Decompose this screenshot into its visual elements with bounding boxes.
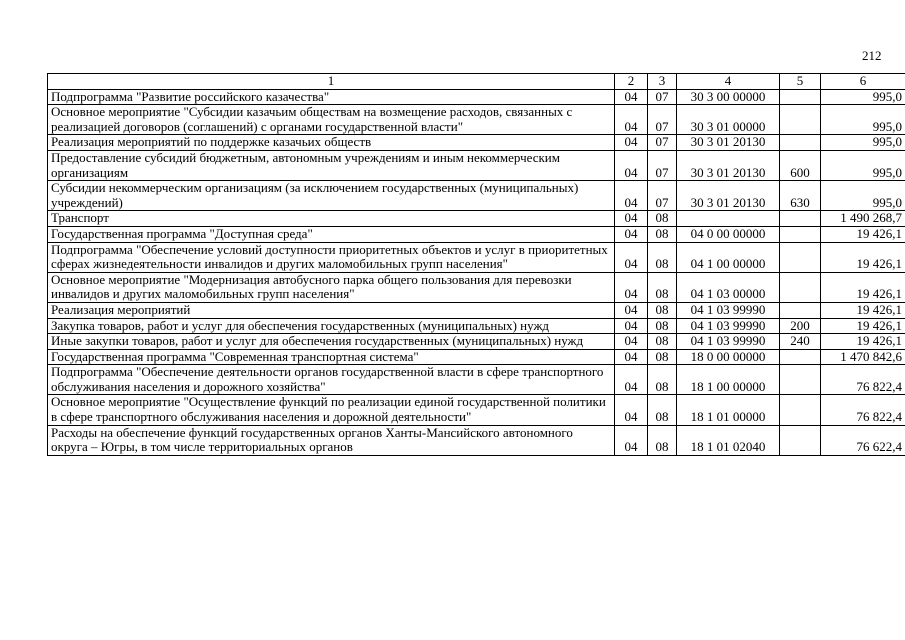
- row-name-cell: Подпрограмма "Обеспечение деятельности органов государственной власти в сфере транспортного обслуживания населения и дорожного хозяйства": [48, 365, 615, 395]
- row-name-cell: Государственная программа "Современная транспортная система": [48, 349, 615, 365]
- amount-cell: 76 822,4: [821, 365, 905, 395]
- row-name-cell: Транспорт: [48, 211, 615, 227]
- amount-cell: 995,0: [821, 181, 905, 211]
- page-number: 212: [862, 48, 882, 63]
- expense-type-cell: 600: [780, 150, 821, 180]
- table-row: [48, 242, 905, 272]
- section-code-cell: 04: [615, 242, 648, 272]
- section-code-cell: 04: [615, 272, 648, 302]
- amount-cell: 19 426,1: [821, 272, 905, 302]
- expense-type-cell: [780, 272, 821, 302]
- target-article-cell: 04 1 00 00000: [677, 242, 780, 272]
- expense-type-cell: [780, 135, 821, 151]
- row-name-cell: Закупка товаров, работ и услуг для обеспечения государственных (муниципальных) нужд: [48, 318, 615, 334]
- row-name-cell: Субсидии некоммерческим организациям (за исключением государственных (муниципальных) учреждений): [48, 181, 615, 211]
- expense-type-cell: 200: [780, 318, 821, 334]
- target-article-cell: 04 1 03 99990: [677, 334, 780, 350]
- target-article-cell: 04 1 03 99990: [677, 302, 780, 318]
- target-article-cell: [677, 211, 780, 227]
- row-name-cell: Предоставление субсидий бюджетным, автономным учреждениям и иным некоммерческим организациям: [48, 150, 615, 180]
- amount-cell: 19 426,1: [821, 242, 905, 272]
- table-row: [48, 211, 905, 227]
- section-code-cell: 04: [615, 425, 648, 455]
- section-code-cell: 04: [615, 395, 648, 425]
- section-code-cell: 04: [615, 181, 648, 211]
- column-header-1: 1: [48, 74, 615, 90]
- section-code-cell: 04: [615, 105, 648, 135]
- target-article-cell: 30 3 01 20130: [677, 135, 780, 151]
- row-name-cell: Подпрограмма "Развитие российского казачества": [48, 89, 615, 105]
- target-article-cell: 30 3 01 20130: [677, 150, 780, 180]
- table-header-row: [48, 74, 905, 90]
- subsection-code-cell: 08: [648, 334, 677, 350]
- expense-type-cell: [780, 242, 821, 272]
- table-row: [48, 318, 905, 334]
- expense-type-cell: [780, 211, 821, 227]
- expense-type-cell: [780, 226, 821, 242]
- subsection-code-cell: 08: [648, 425, 677, 455]
- row-name-cell: Реализация мероприятий: [48, 302, 615, 318]
- subsection-code-cell: 08: [648, 349, 677, 365]
- table-row: [48, 425, 905, 455]
- table-row: [48, 89, 905, 105]
- table-row: [48, 395, 905, 425]
- expense-type-cell: [780, 89, 821, 105]
- section-code-cell: 04: [615, 334, 648, 350]
- subsection-code-cell: 08: [648, 242, 677, 272]
- expense-type-cell: 240: [780, 334, 821, 350]
- subsection-code-cell: 08: [648, 272, 677, 302]
- row-name-cell: Основное мероприятие "Субсидии казачьим обществам на возмещение расходов, связанных с реализацией договоров (соглашений) с органами государственной власти": [48, 105, 615, 135]
- target-article-cell: 30 3 00 00000: [677, 89, 780, 105]
- row-name-cell: Расходы на обеспечение функций государственных органов Ханты-Мансийского автономного округа – Югры, в том числе территориальных органов: [48, 425, 615, 455]
- table-row: [48, 272, 905, 302]
- section-code-cell: 04: [615, 135, 648, 151]
- amount-cell: 995,0: [821, 135, 905, 151]
- row-name-cell: Государственная программа "Доступная среда": [48, 226, 615, 242]
- row-name-cell: Реализация мероприятий по поддержке казачьих обществ: [48, 135, 615, 151]
- subsection-code-cell: 08: [648, 211, 677, 227]
- column-header-2: 2: [615, 74, 648, 90]
- amount-cell: 76 822,4: [821, 395, 905, 425]
- section-code-cell: 04: [615, 302, 648, 318]
- subsection-code-cell: 08: [648, 318, 677, 334]
- section-code-cell: 04: [615, 150, 648, 180]
- amount-cell: 19 426,1: [821, 302, 905, 318]
- table-row: [48, 349, 905, 365]
- target-article-cell: 04 0 00 00000: [677, 226, 780, 242]
- amount-cell: 1 490 268,7: [821, 211, 905, 227]
- target-article-cell: 30 3 01 20130: [677, 181, 780, 211]
- amount-cell: 1 470 842,6: [821, 349, 905, 365]
- target-article-cell: 30 3 01 00000: [677, 105, 780, 135]
- table-row: [48, 105, 905, 135]
- table-row: [48, 302, 905, 318]
- expense-type-cell: [780, 425, 821, 455]
- table-row: [48, 226, 905, 242]
- expense-type-cell: 630: [780, 181, 821, 211]
- subsection-code-cell: 07: [648, 150, 677, 180]
- expense-type-cell: [780, 302, 821, 318]
- amount-cell: 995,0: [821, 89, 905, 105]
- amount-cell: 19 426,1: [821, 318, 905, 334]
- amount-cell: 995,0: [821, 150, 905, 180]
- row-name-cell: Основное мероприятие "Осуществление функций по реализации единой государственной политики в сфере транспортного обслуживания населения и дорожной деятельности": [48, 395, 615, 425]
- column-header-4: 4: [677, 74, 780, 90]
- row-name-cell: Основное мероприятие "Модернизация автобусного парка общего пользования для перевозки инвалидов и других маломобильных групп населения": [48, 272, 615, 302]
- subsection-code-cell: 08: [648, 226, 677, 242]
- section-code-cell: 04: [615, 349, 648, 365]
- target-article-cell: 18 1 01 02040: [677, 425, 780, 455]
- subsection-code-cell: 08: [648, 395, 677, 425]
- subsection-code-cell: 08: [648, 365, 677, 395]
- row-name-cell: Подпрограмма "Обеспечение условий доступности приоритетных объектов и услуг в приоритетных сферах жизнедеятельности инвалидов и других маломобильных групп населения": [48, 242, 615, 272]
- section-code-cell: 04: [615, 318, 648, 334]
- table-row: [48, 181, 905, 211]
- amount-cell: 19 426,1: [821, 334, 905, 350]
- row-name-cell: Иные закупки товаров, работ и услуг для обеспечения государственных (муниципальных) нужд: [48, 334, 615, 350]
- target-article-cell: 04 1 03 00000: [677, 272, 780, 302]
- target-article-cell: 04 1 03 99990: [677, 318, 780, 334]
- subsection-code-cell: 07: [648, 181, 677, 211]
- table-row: [48, 334, 905, 350]
- budget-table: [47, 73, 905, 456]
- expense-type-cell: [780, 349, 821, 365]
- amount-cell: 76 622,4: [821, 425, 905, 455]
- target-article-cell: 18 0 00 00000: [677, 349, 780, 365]
- subsection-code-cell: 07: [648, 135, 677, 151]
- table-row: [48, 365, 905, 395]
- subsection-code-cell: 08: [648, 302, 677, 318]
- section-code-cell: 04: [615, 211, 648, 227]
- expense-type-cell: [780, 105, 821, 135]
- table-row: [48, 150, 905, 180]
- column-header-3: 3: [648, 74, 677, 90]
- expense-type-cell: [780, 395, 821, 425]
- amount-cell: 995,0: [821, 105, 905, 135]
- amount-cell: 19 426,1: [821, 226, 905, 242]
- expense-type-cell: [780, 365, 821, 395]
- target-article-cell: 18 1 01 00000: [677, 395, 780, 425]
- subsection-code-cell: 07: [648, 105, 677, 135]
- table-row: [48, 135, 905, 151]
- column-header-5: 5: [780, 74, 821, 90]
- column-header-6: 6: [821, 74, 905, 90]
- target-article-cell: 18 1 00 00000: [677, 365, 780, 395]
- section-code-cell: 04: [615, 226, 648, 242]
- subsection-code-cell: 07: [648, 89, 677, 105]
- section-code-cell: 04: [615, 365, 648, 395]
- section-code-cell: 04: [615, 89, 648, 105]
